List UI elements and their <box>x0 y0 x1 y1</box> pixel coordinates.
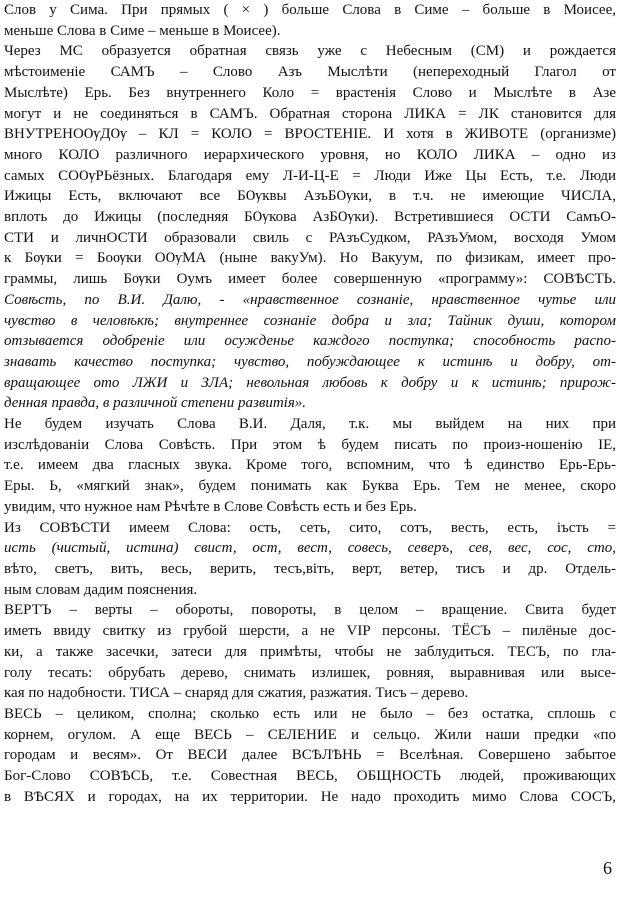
text-line: Из СОВѢСТИ имеем Слова: ость, сеть, сито, сотъ, весть, есть, іъсть = <box>4 519 616 536</box>
page-body-text <box>4 0 616 807</box>
text-line: могут и не соединяться в САМЪ. Обратная сторона ЛИКА = ЛК становится для <box>4 105 616 122</box>
text-line: Совѣсть, по В.И. Далю, - «нравственное сознаніе, нравственное чутье или <box>4 291 616 308</box>
text-line: Ижицы Есть, включают все БѸквы АзъБѸки, в т.ч. не имеющие ЧИСЛА, <box>4 188 616 205</box>
text-line: Слов у Сима. При прямых ( × ) больше Слова в Симе – больше в Моисее, <box>4 2 616 18</box>
text-line: меньше Слова в Симе – меньше в Моисее). <box>4 22 281 39</box>
text-line: ным словам дадим пояснения. <box>4 581 198 598</box>
text-line: кая по надобности. ТИСА – снаряд для сжатия, разжатия. Тисъ – дерево. <box>4 685 469 702</box>
text-line: ВЕСЬ – целиком, сполна; сколько есть или не было – без остатка, сплошь с <box>4 705 616 722</box>
text-line: Не будем изучать Слова В.И. Даля, т.к. мы выйдем на них при <box>4 416 616 433</box>
text-line: Мыслѣте) Ерь. Без внутреннего Коло = врастенія Слово и Мыслѣте в Азе <box>4 84 616 101</box>
text-line: самых СОѸРЬёзных. Благодаря ему Л-И-Ц-Е = Люди Иже Цы Есть, т.е. Люди <box>4 167 616 184</box>
page-number: 6 <box>603 858 612 878</box>
text-line: денная правда, в различной степени развитія». <box>4 395 307 412</box>
text-line: вѣто, светъ, вить, весь, верить, тесъ,віть, верт, ветер, тисъ и др. Отдель- <box>4 560 616 577</box>
text-line: изслѣдованіи Слова Совѣсть. При этом ѣ будем писать по произ-ношенію IE, <box>4 436 616 453</box>
text-line: граммы, лишь Бѹки Оумъ имеет более совершенную «программу»: СОВѢСТЬ. <box>4 271 616 288</box>
text-line: ки, а также засечки, затеси для примѣты, чтобы не заблудиться. ТЕСЪ, по гла- <box>4 643 616 660</box>
text-line: городам и весям». От ВЕСИ далее ВСѢЛѢНЬ = Вселѣная. Совершено забытое <box>4 747 616 764</box>
text-line: чувство в человѣкѣ; внутреннее сознаніе добра и зла; Тайник души, котором <box>4 312 616 329</box>
text-line: вращающее ото ЛЖИ и ЗЛА; невольная любовь к добру и к истинѣ; прирож- <box>4 374 616 391</box>
text-line: Еры. Ь, «мягкий знак», будем понимать как Буква Ерь. Тем не менее, скоро <box>4 478 616 495</box>
text-line: отзывается одобреніе или осужденье каждого поступка; способность распо- <box>4 333 616 350</box>
text-line: знавать качество поступка; чувство, побуждающее к истинѣ и добру, от- <box>4 353 616 370</box>
text-line: Бог-Слово СОВѢСЬ, т.е. Совестная ВЕСЬ, ОБЩНОСТЬ людей, проживающих <box>4 768 616 785</box>
text-line: увидим, что нужное нам Рѣчѣте в Слове Совѣсть есть и без Ерь. <box>4 498 417 515</box>
text-line: к Бѹки = Боѹки ОѸМА (ныне вакуУм). Но Вакуум, по физикам, имеет про- <box>4 250 616 267</box>
text-line: корнем, огулом. А еще ВЕСЬ – СЕЛЕНИЕ и сельцо. Жили наши предки «по <box>4 726 616 743</box>
text-line: много КОЛО различного иерархического уровня, но КОЛО ЛИКА – одно из <box>4 146 616 163</box>
text-line: ВЕРТЪ – верты – обороты, повороты, в целом – вращение. Свита будет <box>4 602 616 619</box>
text-line: исть (чистый, истина) свист, ост, вест, совесь, северъ, сев, вес, сос, сто, <box>4 540 616 557</box>
text-line: иметь ввиду свитку из грубой шерсти, а не VIP персоны. ТЁСЪ – пилёные дос- <box>4 623 616 640</box>
text-line: голу тесать: обрубать дерево, снимать излишек, ровняя, выравнивая или высе- <box>4 664 616 681</box>
text-line: вплоть до Ижицы (последняя БѸкова АзБѸки). Встретившиеся ОСТИ СамъО- <box>4 209 616 226</box>
text-line: СТИ и личнОСТИ образовали свиль с РАзъСудком, РАзъУмом, восходя Умом <box>4 229 616 246</box>
text-line: в ВѢСЯХ и городах, на их территории. Не надо проходить мимо Слова СОСЪ, <box>4 788 616 805</box>
text-line: т.е. имеем два гласных звука. Кроме того, вспомним, что ѣ единство Ерь-Ерь- <box>4 457 616 474</box>
text-line: мѣстоименіе САМЪ – Слово Азъ Мыслѣти (непереходный Глагол от <box>4 64 616 81</box>
text-line: ВНУТРЕНОѸДѸ – КЛ = КОЛО = ВРОСТЕНІЕ. И хотя в ЖИВОТЕ (организме) <box>4 126 616 143</box>
text-line: Через МС образуется обратная связь уже с Небесным (СМ) и рождается <box>4 43 616 60</box>
